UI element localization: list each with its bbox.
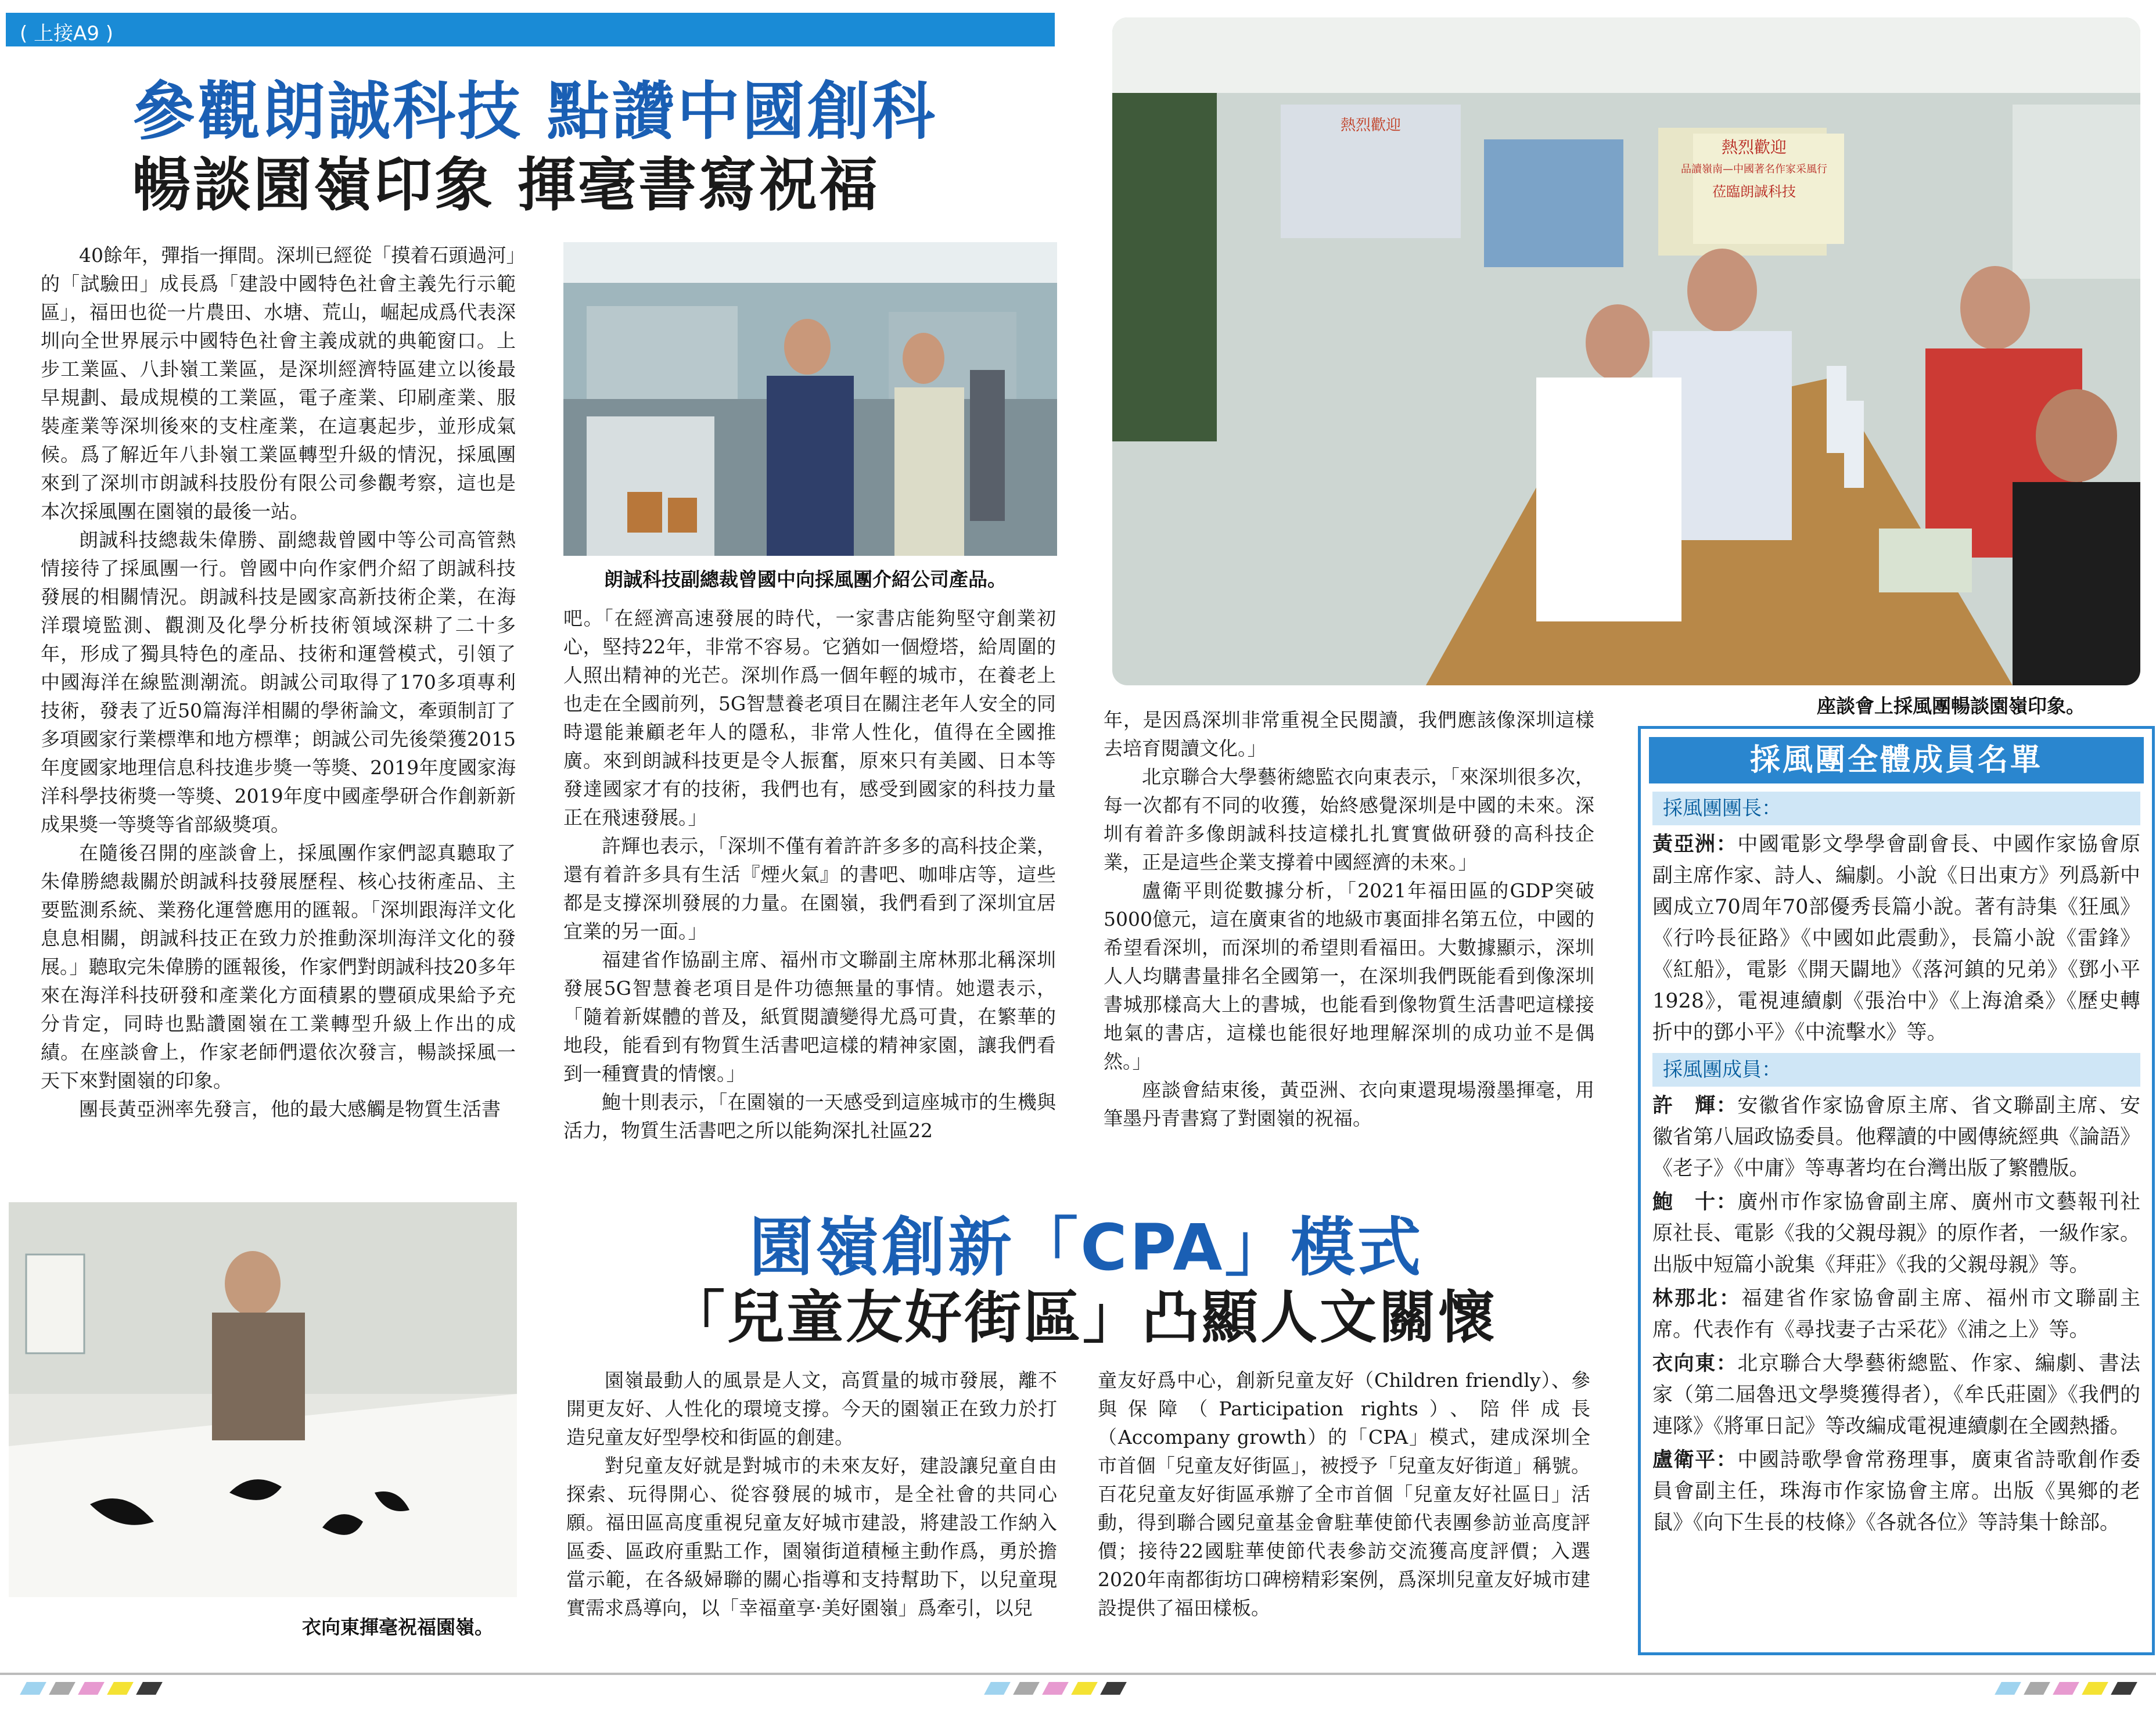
calligraphy-image (9, 1202, 517, 1597)
paragraph: 北京聯合大學藝術總監衣向東表示，「來深圳很多次，每一次都有不同的收獲，始終感覺深圳是中國的未來。深圳有着許多像朗誠科技這樣扎扎實實做研發的高科技企業，正是這些企業支撐着中國經濟的未來。」 (1104, 765, 1594, 874)
photo-calligraphy (9, 1202, 517, 1597)
paragraph: 鮑十則表示，「在園嶺的一天感受到這座城市的生機與活力，物質生活書吧之所以能夠深扎社區22 (563, 1091, 1056, 1142)
banner-title: 熱烈歡迎 (1721, 138, 1787, 157)
meeting-room-image (1112, 17, 2140, 685)
second-article-column-2 (1098, 1366, 1590, 1656)
roster-entry (1652, 1090, 2140, 1184)
banner-line-2: 莅臨朗誠科技 (1712, 184, 1796, 200)
roster-leader-heading: 採風團團長： (1652, 792, 2140, 825)
stripe-decoration (1042, 1682, 1069, 1695)
roster-entry (1652, 1348, 2140, 1442)
paragraph: 吧。「在經濟高速發展的時代，一家書店能夠堅守創業初心，堅持22年，非常不容易。它猶如一個燈塔，給周圍的人照出精神的光芒。深圳作爲一個年輕的城市，在養老上也走在全國前列，5G智慧養老項目在關注老年人安全的同時還能兼顧老年人的隱私，非常人性化，值得在全國推廣。來到朗誠科技更是令人振奮，原來只有美國、日本等發達國家才有的技術，我們也有，感受到國家的科技力量正在飛速發展。」 (563, 607, 1056, 829)
caption-calligraphy: 衣向東揮毫祝福園嶺。 (302, 1616, 494, 1638)
stripe-decoration (20, 1682, 46, 1695)
paragraph: 對兒童友好就是對城市的未來友好，建設讓兒童自由探索、玩得開心、從容發展的城市，是全社會的共同心願。福田區高度重視兒童友好城市建設，將建設工作納入區委、區政府重點工作，園嶺街道積極主動作爲，勇於擔當示範，在各級婦聯的關心指導和支持幫助下，以兒童現實需求爲導向，以「幸福童享·美好園嶺」爲牽引，以兒 (566, 1454, 1057, 1619)
article-column-2 (563, 604, 1056, 1170)
roster-name: 盧衛平： (1652, 1448, 1738, 1472)
stripe-decoration (1995, 1682, 2021, 1695)
second-article-column-1 (566, 1366, 1057, 1656)
paragraph: 座談會結束後，黃亞洲、衣向東還現場潑墨揮毫，用筆墨丹青書寫了對園嶺的祝福。 (1104, 1079, 1594, 1130)
sub-headline: 暢談園嶺印象 揮毫書寫祝福 (132, 151, 880, 219)
main-headline: 參觀朗誠科技 點讚中國創科 (132, 76, 937, 148)
roster-entry (1652, 829, 2140, 1048)
photo-meeting (1112, 17, 2140, 685)
paragraph: 在隨後召開的座談會上，採風團作家們認真聽取了朱偉勝總裁關於朗誠科技發展歷程、核心技術產品、主要監測系統、業務化運營應用的匯報。「深圳跟海洋文化息息相關，朗誠科技正在致力於推動深圳海洋文化的發展。」聽取完朱偉勝的匯報後，作家們對朗誠科技20多年來在海洋科技研發和產業化方面積累的豐碩成果給予充分肯定，同時也點讚園嶺在工業轉型升級上作出的成績。在座談會上，作家老師們還依次發言，暢談採風一天下來對園嶺的印象。 (41, 842, 516, 1092)
roster-name: 鮑 十： (1652, 1190, 1738, 1214)
paragraph: 童友好爲中心，創新兒童友好（Children friendly）、參與保障（Participation rights）、陪伴成長（Accompany growth）的「CPA」模式，建成深圳全市首個「兒童友好街區」，被授予「兒童友好街道」稱號。百花兒童友好街區承辦了全市首個「兒童友好社區日」活動，得到聯合國兒童基金會駐華使節代表團參訪並高度評價；接待22國駐華使節代表參訪交流獲高度評價；入選2020年南都街坊口碑榜精彩案例，爲深圳兒童友好城市建設提供了福田樣板。 (1098, 1369, 1590, 1619)
stripe-decoration (2024, 1682, 2050, 1695)
stripe-decoration (49, 1682, 76, 1695)
stripe-decoration (1013, 1682, 1040, 1695)
screen-banner-right (1664, 136, 1844, 203)
stripe-decoration (1100, 1682, 1127, 1695)
stripe-decoration (136, 1682, 163, 1695)
roster-entry (1652, 1283, 2140, 1346)
roster-desc: 福建省作家協會副主席、福州市文聯副主席。代表作有《尋找妻子古采花》《浦之上》等。 (1652, 1287, 2140, 1342)
stripe-decoration (78, 1682, 105, 1695)
roster-title-bar (1649, 737, 2144, 783)
roster-members-heading: 採風團成員： (1652, 1053, 2140, 1087)
paragraph: 許輝也表示，「深圳不僅有着許許多多的高科技企業，還有着許多具有生活『煙火氣』的書吧、咖啡店等，這些都是支撐深圳發展的力量。在園嶺，我們看到了深圳宜居宜業的另一面。」 (563, 835, 1056, 943)
continued-tag: ( 上接A9 ) (20, 22, 114, 45)
screen-banner-left: 熱烈歡迎 (1340, 117, 1401, 134)
roster-desc: 安徽省作家協會原主席、省文聯副主席、安徽省第八屆政協委員。他釋讀的中國傳統經典《論語》《老子》《中庸》等專著均在台灣出版了繁體版。 (1652, 1094, 2141, 1180)
paragraph: 盧衛平則從數據分析，「2021年福田區的GDP突破5000億元，這在廣東省的地級市裏面排名第五位，中國的希望看深圳，而深圳的希望則看福田。大數據顯示，深圳人人均購書量排名全國第一，在深圳我們既能看到像深圳書城那樣高大上的書城，也能看到像物質生活書吧這樣接地氣的書店，這樣也能很好地理解深圳的成功並不是偶然。」 (1104, 879, 1594, 1073)
stripe-decoration (984, 1682, 1011, 1695)
roster-box (1638, 726, 2155, 1655)
stripe-decoration (1071, 1682, 1098, 1695)
roster-entry (1652, 1187, 2140, 1281)
stripe-decoration (107, 1682, 134, 1695)
roster-name: 許 輝： (1652, 1094, 1738, 1117)
roster-desc: 北京聯合大學藝術總監、作家、編劇、書法家（第二屆魯迅文學獎獲得者），《牟氏莊園》《我們的連隊》《將軍日記》等改編成電視連續劇在全國熱播。 (1652, 1352, 2140, 1438)
stripe-decoration (2111, 1682, 2137, 1695)
roster-desc: 廣州市作家協會副主席、廣州市文藝報刊社原社長、電影《我的父親母親》的原作者，一級作家。出版中短篇小說集《拜莊》《我的父親母親》等。 (1652, 1191, 2141, 1277)
roster-name: 衣向東： (1652, 1351, 1738, 1375)
continued-tag-bar (6, 13, 1055, 46)
roster-desc: 中國詩歌學會常務理事，廣東省詩歌創作委員會副主任，珠海市作家協會主席。出版《異鄉的老鼠》《向下生長的枝條》《各就各位》等詩集十餘部。 (1652, 1448, 2140, 1534)
article-column-1 (41, 241, 516, 1194)
roster-name: 林那北： (1652, 1286, 1742, 1310)
photo-product-intro (563, 242, 1057, 556)
stripe-decoration (2053, 1682, 2079, 1695)
roster-desc: 中國電影文學學會副會長、中國作家協會原副主席作家、詩人、編劇。小說《日出東方》列爲新中國成立70周年70部優秀長篇小說。著有詩集《狂風》《行吟長征路》《中國如此震動》，長篇小說《雷鋒》《紅船》，電影《開天闢地》《落河鎮的兄弟》《鄧小平1928》，電視連續劇《張治中》《上海滄桑》《歷史轉折中的鄧小平》《中流擊水》等。 (1652, 833, 2141, 1044)
second-headline-1: 園嶺創新「CPA」模式 (749, 1210, 1424, 1285)
paragraph: 福建省作協副主席、福州市文聯副主席林那北稱深圳發展5G智慧養老項目是件功德無量的事情。她還表示，「隨着新媒體的普及，紙質閱讀變得尤爲可貴，在繁華的地段，能看到有物質生活書吧這樣的精神家園，讓我們看到一種寶貴的情懷。」 (563, 948, 1056, 1085)
paragraph: 團長黃亞洲率先發言，他的最大感觸是物質生活書 (79, 1098, 501, 1120)
caption-meeting: 座談會上採風團暢談園嶺印象。 (1817, 695, 2085, 717)
banner-line-1: 品讀嶺南—中國著名作家采風行 (1681, 163, 1827, 175)
roster-title: 採風團全體成員名單 (1749, 743, 2043, 778)
caption-product-intro: 朗誠科技副總裁曾國中向採風團介紹公司產品。 (604, 568, 1007, 591)
stripe-decoration (2082, 1682, 2108, 1695)
second-headline-2: 「兒童友好街區」凸顯人文關懷 (668, 1285, 1498, 1351)
bottom-rule (0, 1673, 2156, 1675)
paragraph: 40餘年，彈指一揮間。深圳已經從「摸着石頭過河」的「試驗田」成長爲「建設中國特色社會主義先行示範區」，福田也從一片農田、水塘、荒山，崛起成爲代表深圳向全世界展示中國特色社會主義成就的典範窗口。上步工業區、八卦嶺工業區，是深圳經濟特區建立以後最早規劃、最成規模的工業區，電子產業、印刷產業、服裝產業等深圳後來的支柱產業，在這裏起步，並形成氣候。爲了解近年八卦嶺工業區轉型升級的情況，採風團來到了深圳市朗誠科技股份有限公司參觀考察，這也是本次採風團在園嶺的最後一站。 (41, 244, 516, 523)
roster-entry (1652, 1444, 2140, 1539)
paragraph: 朗誠科技總裁朱偉勝、副總裁曾國中等公司高管熱情接待了採風團一行。曾國中向作家們介紹了朗誠科技發展的相關情況。朗誠科技是國家高新技術企業，在海洋環境監測、觀測及化學分析技術領域深耕了二十多年，形成了獨具特色的產品、技術和運營模式，引領了中國海洋在線監測潮流。朗誠公司取得了170多項專利技術，發表了近50篇海洋相關的學術論文，牽頭制訂了多項國家行業標準和地方標準；朗誠公司先後榮獲2015年度國家地理信息科技進步獎一等獎、2019年度國家海洋科學技術獎一等獎、2019年度中國產學研合作創新新成果獎一等獎等省部級獎項。 (41, 529, 516, 836)
roster-name: 黃亞洲： (1652, 832, 1738, 856)
roster-body (1641, 792, 2152, 1539)
paragraph: 年，是因爲深圳非常重視全民閱讀，我們應該像深圳這樣去培育閱讀文化。」 (1104, 709, 1594, 760)
office-scene-image (563, 242, 1057, 556)
article-column-3 (1104, 706, 1594, 1170)
paragraph: 園嶺最動人的風景是人文，高質量的城市發展，離不開更友好、人性化的環境支撐。今天的園嶺正在致力於打造兒童友好型學校和街區的創建。 (566, 1369, 1057, 1448)
